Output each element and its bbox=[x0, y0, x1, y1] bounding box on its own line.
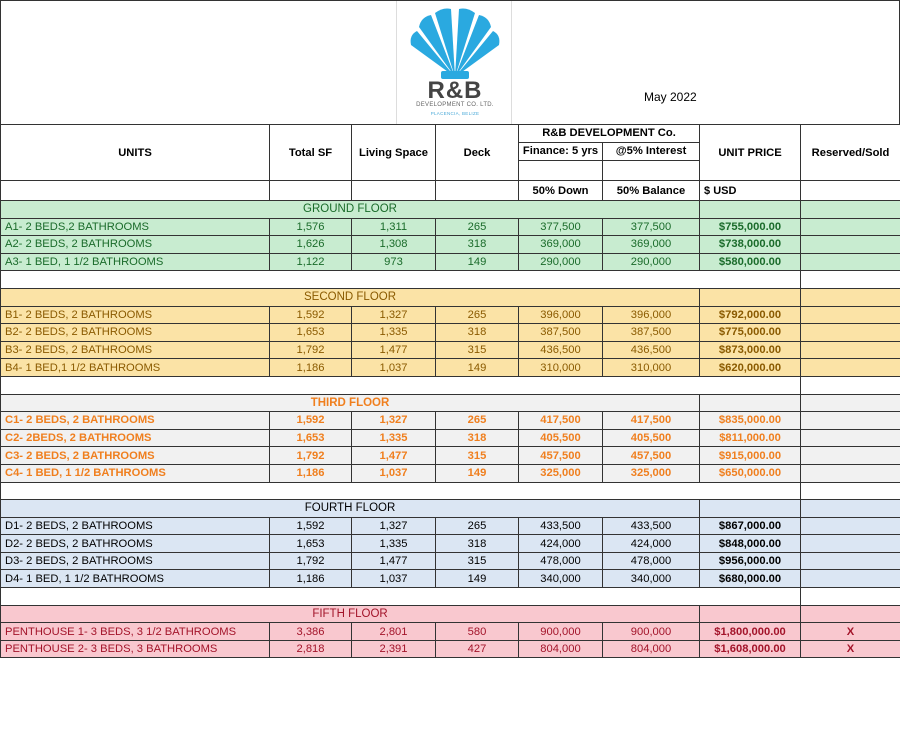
company-logo bbox=[396, 1, 512, 125]
unit-price: $811,000.00 bbox=[700, 429, 801, 447]
unit-deck: 318 bbox=[436, 236, 519, 254]
unit-row bbox=[1, 236, 900, 254]
unit-name: PENTHOUSE 2- 3 BEDS, 3 BATHROOMS bbox=[1, 640, 270, 658]
unit-reserved bbox=[801, 236, 900, 254]
unit-price: $620,000.00 bbox=[700, 359, 801, 377]
unit-reserved bbox=[801, 535, 900, 553]
unit-balance: 804,000 bbox=[603, 640, 700, 658]
unit-living-space: 1,327 bbox=[352, 412, 436, 430]
unit-reserved bbox=[801, 570, 900, 588]
unit-balance: 433,500 bbox=[603, 517, 700, 535]
unit-name: C1- 2 BEDS, 2 BATHROOMS bbox=[1, 412, 270, 430]
price-table bbox=[0, 124, 900, 658]
header-down: 50% Down bbox=[519, 181, 603, 201]
logo-subtitle: DEVELOPMENT CO. LTD. bbox=[416, 102, 494, 108]
unit-down-payment: 433,500 bbox=[519, 517, 603, 535]
unit-reserved: X bbox=[801, 623, 900, 641]
unit-total-sf: 2,818 bbox=[270, 640, 352, 658]
header-unit-price: UNIT PRICE bbox=[700, 125, 801, 181]
unit-name: B2- 2 BEDS, 2 BATHROOMS bbox=[1, 324, 270, 342]
unit-price: $680,000.00 bbox=[700, 570, 801, 588]
unit-row bbox=[1, 640, 900, 658]
unit-deck: 265 bbox=[436, 306, 519, 324]
unit-row bbox=[1, 535, 900, 553]
unit-balance: 436,500 bbox=[603, 341, 700, 359]
unit-deck: 580 bbox=[436, 623, 519, 641]
floor-title-row bbox=[1, 394, 900, 412]
unit-price: $738,000.00 bbox=[700, 236, 801, 254]
unit-name: C4- 1 BED, 1 1/2 BATHROOMS bbox=[1, 464, 270, 482]
unit-total-sf: 1,626 bbox=[270, 236, 352, 254]
unit-name: D4- 1 BED, 1 1/2 BATHROOMS bbox=[1, 570, 270, 588]
unit-deck: 315 bbox=[436, 341, 519, 359]
unit-total-sf: 1,576 bbox=[270, 218, 352, 236]
unit-total-sf: 1,792 bbox=[270, 341, 352, 359]
header-spacer-b bbox=[603, 160, 700, 180]
unit-name: PENTHOUSE 1- 3 BEDS, 3 1/2 BATHROOMS bbox=[1, 623, 270, 641]
unit-row bbox=[1, 517, 900, 535]
unit-name: A3- 1 BED, 1 1/2 BATHROOMS bbox=[1, 253, 270, 271]
unit-reserved bbox=[801, 429, 900, 447]
unit-balance: 396,000 bbox=[603, 306, 700, 324]
unit-price: $755,000.00 bbox=[700, 218, 801, 236]
unit-row bbox=[1, 324, 900, 342]
unit-down-payment: 436,500 bbox=[519, 341, 603, 359]
unit-down-payment: 424,000 bbox=[519, 535, 603, 553]
unit-reserved bbox=[801, 552, 900, 570]
blank-cell bbox=[801, 271, 900, 289]
unit-deck: 318 bbox=[436, 429, 519, 447]
unit-total-sf: 1,186 bbox=[270, 464, 352, 482]
unit-balance: 377,500 bbox=[603, 218, 700, 236]
unit-living-space: 1,335 bbox=[352, 429, 436, 447]
floor-title-row bbox=[1, 288, 900, 306]
blank-cell bbox=[801, 376, 900, 394]
unit-down-payment: 457,500 bbox=[519, 447, 603, 465]
unit-price: $580,000.00 bbox=[700, 253, 801, 271]
unit-deck: 318 bbox=[436, 324, 519, 342]
unit-balance: 424,000 bbox=[603, 535, 700, 553]
unit-row bbox=[1, 552, 900, 570]
unit-price: $650,000.00 bbox=[700, 464, 801, 482]
unit-name: B4- 1 BED,1 1/2 BATHROOMS bbox=[1, 359, 270, 377]
blank-cell bbox=[801, 588, 900, 606]
unit-down-payment: 804,000 bbox=[519, 640, 603, 658]
header-company: R&B DEVELOPMENT Co. bbox=[519, 125, 700, 143]
unit-deck: 265 bbox=[436, 517, 519, 535]
unit-down-payment: 387,500 bbox=[519, 324, 603, 342]
header-deck: Deck bbox=[436, 125, 519, 181]
floor-title: GROUND FLOOR bbox=[1, 201, 700, 219]
unit-balance: 325,000 bbox=[603, 464, 700, 482]
unit-balance: 405,500 bbox=[603, 429, 700, 447]
unit-total-sf: 1,792 bbox=[270, 552, 352, 570]
header-units: UNITS bbox=[1, 125, 270, 181]
document-date: May 2022 bbox=[644, 90, 697, 104]
unit-balance: 457,500 bbox=[603, 447, 700, 465]
unit-reserved bbox=[801, 464, 900, 482]
unit-down-payment: 340,000 bbox=[519, 570, 603, 588]
spacer-row bbox=[1, 482, 900, 500]
unit-reserved bbox=[801, 306, 900, 324]
unit-price: $848,000.00 bbox=[700, 535, 801, 553]
unit-reserved bbox=[801, 359, 900, 377]
blank-cell bbox=[436, 181, 519, 201]
unit-living-space: 1,037 bbox=[352, 570, 436, 588]
spacer-cell bbox=[1, 271, 801, 289]
floor-title: SECOND FLOOR bbox=[1, 288, 700, 306]
unit-name: A1- 2 BEDS,2 BATHROOMS bbox=[1, 218, 270, 236]
unit-down-payment: 405,500 bbox=[519, 429, 603, 447]
unit-down-payment: 369,000 bbox=[519, 236, 603, 254]
unit-row bbox=[1, 570, 900, 588]
shell-icon bbox=[405, 5, 505, 79]
unit-deck: 427 bbox=[436, 640, 519, 658]
unit-total-sf: 1,792 bbox=[270, 447, 352, 465]
unit-balance: 478,000 bbox=[603, 552, 700, 570]
floor-title-row bbox=[1, 605, 900, 623]
unit-price: $915,000.00 bbox=[700, 447, 801, 465]
blank-cell bbox=[352, 181, 436, 201]
unit-down-payment: 325,000 bbox=[519, 464, 603, 482]
unit-deck: 265 bbox=[436, 218, 519, 236]
unit-balance: 387,500 bbox=[603, 324, 700, 342]
header-row-4 bbox=[1, 181, 900, 201]
blank-cell bbox=[801, 500, 900, 518]
unit-down-payment: 396,000 bbox=[519, 306, 603, 324]
unit-deck: 315 bbox=[436, 447, 519, 465]
unit-deck: 149 bbox=[436, 253, 519, 271]
unit-down-payment: 290,000 bbox=[519, 253, 603, 271]
header-row-1 bbox=[1, 125, 900, 143]
unit-living-space: 1,327 bbox=[352, 517, 436, 535]
unit-reserved bbox=[801, 218, 900, 236]
header-finance: Finance: 5 yrs bbox=[519, 142, 603, 160]
unit-price: $835,000.00 bbox=[700, 412, 801, 430]
header-balance: 50% Balance bbox=[603, 181, 700, 201]
unit-reserved bbox=[801, 412, 900, 430]
unit-total-sf: 1,592 bbox=[270, 306, 352, 324]
unit-total-sf: 1,186 bbox=[270, 359, 352, 377]
unit-total-sf: 1,653 bbox=[270, 324, 352, 342]
spacer-cell bbox=[1, 482, 801, 500]
blank-cell bbox=[801, 482, 900, 500]
unit-living-space: 1,335 bbox=[352, 324, 436, 342]
header-total-sf: Total SF bbox=[270, 125, 352, 181]
unit-reserved bbox=[801, 447, 900, 465]
unit-total-sf: 1,122 bbox=[270, 253, 352, 271]
unit-price: $867,000.00 bbox=[700, 517, 801, 535]
unit-total-sf: 1,186 bbox=[270, 570, 352, 588]
unit-down-payment: 900,000 bbox=[519, 623, 603, 641]
unit-total-sf: 3,386 bbox=[270, 623, 352, 641]
unit-down-payment: 377,500 bbox=[519, 218, 603, 236]
unit-price: $775,000.00 bbox=[700, 324, 801, 342]
spacer-row bbox=[1, 271, 900, 289]
unit-living-space: 1,308 bbox=[352, 236, 436, 254]
unit-name: D3- 2 BEDS, 2 BATHROOMS bbox=[1, 552, 270, 570]
unit-row bbox=[1, 218, 900, 236]
unit-down-payment: 417,500 bbox=[519, 412, 603, 430]
unit-reserved: X bbox=[801, 640, 900, 658]
spacer-row bbox=[1, 588, 900, 606]
unit-living-space: 1,037 bbox=[352, 464, 436, 482]
header-spacer-a bbox=[519, 160, 603, 180]
blank-cell bbox=[801, 394, 900, 412]
unit-living-space: 1,335 bbox=[352, 535, 436, 553]
unit-name: D2- 2 BEDS, 2 BATHROOMS bbox=[1, 535, 270, 553]
unit-row bbox=[1, 623, 900, 641]
unit-down-payment: 478,000 bbox=[519, 552, 603, 570]
unit-name: C3- 2 BEDS, 2 BATHROOMS bbox=[1, 447, 270, 465]
header-currency: $ USD bbox=[700, 181, 801, 201]
unit-price: $873,000.00 bbox=[700, 341, 801, 359]
spacer-cell bbox=[1, 376, 801, 394]
unit-row bbox=[1, 412, 900, 430]
logo-wordmark: R&B bbox=[427, 77, 483, 104]
unit-row bbox=[1, 341, 900, 359]
unit-price: $1,608,000.00 bbox=[700, 640, 801, 658]
unit-name: A2- 2 BEDS, 2 BATHROOMS bbox=[1, 236, 270, 254]
unit-name: D1- 2 BEDS, 2 BATHROOMS bbox=[1, 517, 270, 535]
unit-total-sf: 1,653 bbox=[270, 535, 352, 553]
blank-cell bbox=[700, 500, 801, 518]
unit-living-space: 1,477 bbox=[352, 447, 436, 465]
blank-cell bbox=[700, 605, 801, 623]
spacer-row bbox=[1, 376, 900, 394]
header-reserved: Reserved/Sold bbox=[801, 125, 900, 181]
unit-living-space: 2,391 bbox=[352, 640, 436, 658]
unit-balance: 369,000 bbox=[603, 236, 700, 254]
unit-reserved bbox=[801, 517, 900, 535]
unit-balance: 340,000 bbox=[603, 570, 700, 588]
floor-title: THIRD FLOOR bbox=[1, 394, 700, 412]
unit-living-space: 1,477 bbox=[352, 341, 436, 359]
blank-cell bbox=[700, 201, 801, 219]
unit-name: B3- 2 BEDS, 2 BATHROOMS bbox=[1, 341, 270, 359]
blank-cell bbox=[801, 201, 900, 219]
floor-title: FOURTH FLOOR bbox=[1, 500, 700, 518]
unit-deck: 315 bbox=[436, 552, 519, 570]
unit-row bbox=[1, 253, 900, 271]
unit-balance: 290,000 bbox=[603, 253, 700, 271]
unit-deck: 149 bbox=[436, 570, 519, 588]
unit-name: C2- 2BEDS, 2 BATHROOMS bbox=[1, 429, 270, 447]
unit-down-payment: 310,000 bbox=[519, 359, 603, 377]
unit-living-space: 1,311 bbox=[352, 218, 436, 236]
unit-total-sf: 1,592 bbox=[270, 412, 352, 430]
floor-title-row bbox=[1, 201, 900, 219]
blank-cell bbox=[801, 605, 900, 623]
document-header bbox=[0, 0, 900, 124]
unit-row bbox=[1, 464, 900, 482]
unit-living-space: 2,801 bbox=[352, 623, 436, 641]
unit-deck: 149 bbox=[436, 464, 519, 482]
logo-location: PLACENCIA, BELIZE bbox=[430, 111, 480, 116]
unit-deck: 265 bbox=[436, 412, 519, 430]
unit-row bbox=[1, 359, 900, 377]
unit-row bbox=[1, 306, 900, 324]
unit-reserved bbox=[801, 253, 900, 271]
unit-living-space: 973 bbox=[352, 253, 436, 271]
unit-living-space: 1,477 bbox=[352, 552, 436, 570]
unit-deck: 149 bbox=[436, 359, 519, 377]
unit-reserved bbox=[801, 324, 900, 342]
unit-deck: 318 bbox=[436, 535, 519, 553]
unit-balance: 310,000 bbox=[603, 359, 700, 377]
unit-living-space: 1,037 bbox=[352, 359, 436, 377]
unit-total-sf: 1,653 bbox=[270, 429, 352, 447]
unit-balance: 417,500 bbox=[603, 412, 700, 430]
blank-cell bbox=[801, 181, 900, 201]
blank-cell bbox=[700, 288, 801, 306]
unit-balance: 900,000 bbox=[603, 623, 700, 641]
header-interest: @5% Interest bbox=[603, 142, 700, 160]
header-living-space: Living Space bbox=[352, 125, 436, 181]
blank-cell bbox=[700, 394, 801, 412]
unit-row bbox=[1, 447, 900, 465]
unit-price: $792,000.00 bbox=[700, 306, 801, 324]
unit-name: B1- 2 BEDS, 2 BATHROOMS bbox=[1, 306, 270, 324]
spacer-cell bbox=[1, 588, 801, 606]
unit-total-sf: 1,592 bbox=[270, 517, 352, 535]
unit-price: $956,000.00 bbox=[700, 552, 801, 570]
unit-row bbox=[1, 429, 900, 447]
blank-cell bbox=[1, 181, 270, 201]
blank-cell bbox=[801, 288, 900, 306]
unit-living-space: 1,327 bbox=[352, 306, 436, 324]
unit-price: $1,800,000.00 bbox=[700, 623, 801, 641]
floor-title-row bbox=[1, 500, 900, 518]
blank-cell bbox=[270, 181, 352, 201]
floor-title: FIFTH FLOOR bbox=[1, 605, 700, 623]
unit-reserved bbox=[801, 341, 900, 359]
